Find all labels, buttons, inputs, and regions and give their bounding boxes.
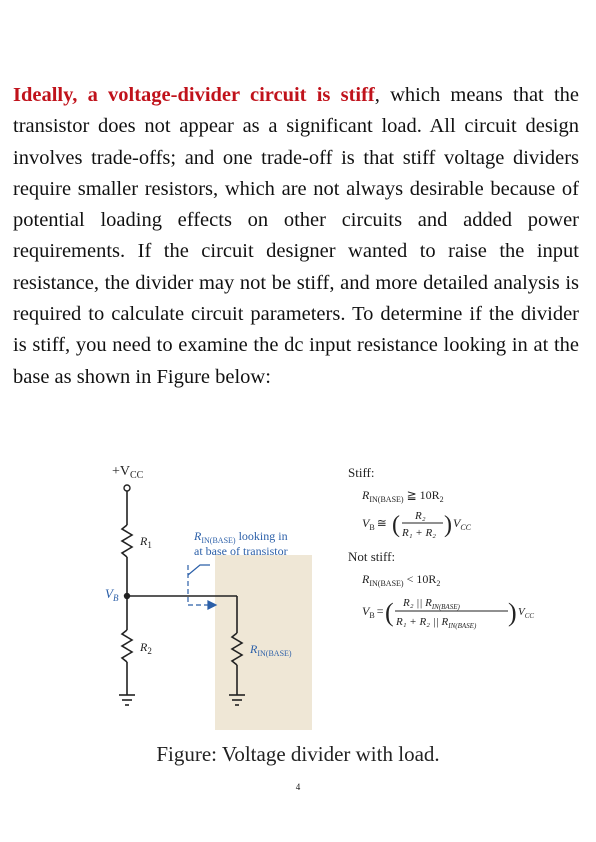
not-stiff-formula: [362, 597, 534, 630]
r1-label: $R_1$: [140, 534, 152, 550]
circuit-diagram: [100, 455, 540, 730]
figure-caption: Figure: Voltage divider with load.: [156, 742, 440, 766]
svg-text:VCC: $V_{CC}$: [453, 516, 472, 532]
svg-text:VB=: $V_B$ =: [362, 604, 384, 620]
svg-text:VB≅: $V_B$ ≅: [362, 516, 387, 532]
voltage-divider-figure: [100, 455, 540, 730]
page-number: 4: [295, 782, 301, 792]
svg-text:): ): [444, 512, 452, 538]
svg-text:VCC: $V_{CC}$: [518, 606, 535, 620]
stiff-formula: [362, 510, 472, 539]
rin-res-label: $R_{IN(BASE)}$: [250, 642, 292, 658]
looking-in-arrow: [188, 565, 216, 609]
vcc-label: $+V_{CC}$: [112, 464, 144, 481]
paragraph-text: , which means that the transistor does not appear as a significant load. All circuit design involves trade-offs; and one trade-off is that stiff voltage dividers require smaller resistors, which are not always desirable because of potential loading effects on other circuits and added power requirements. If the circuit designer wanted to raise the input resistance, the divider may not be stiff, and more detailed analysis is required to calculate circuit parameters. To determine if the divider is stiff, you need to examine the dc input resistance looking in at the base as shown in Figure below:: [13, 84, 579, 388]
not-stiff-heading: Not stiff:: [348, 549, 396, 564]
rin-looking-label-2: at base of transistor: [194, 544, 288, 558]
vb-label: $V_B$: [105, 586, 119, 603]
load-shade: [215, 555, 312, 730]
ground-left-icon: [119, 695, 135, 705]
resistor-r2: [122, 630, 132, 662]
svg-text:): ): [508, 598, 517, 627]
svg-text:R₁ + R₂ || RIN(BASE): R₁ + R₂ || $R_{IN(BASE)}$: [396, 616, 477, 630]
vcc-terminal: [124, 485, 130, 491]
svg-text:R₂: R₂: [415, 510, 426, 522]
rin-looking-label: $R_{IN(BASE)}$ looking in: [194, 529, 288, 545]
svg-text:(: (: [385, 598, 394, 627]
not-stiff-condition: $R_{IN(BASE)} < 10R_2$: [362, 572, 441, 588]
paragraph-lead: Ideally, a voltage-divider circuit is stiff: [13, 84, 375, 106]
svg-text:R₁ + R₂: R₁ + R₂: [402, 527, 437, 539]
stiff-heading: Stiff:: [348, 465, 375, 480]
r2-label: $R_2$: [140, 640, 152, 656]
stiff-condition: $R_{IN(BASE)}$ ≧ $10R_2$: [362, 488, 444, 504]
body-paragraph: [13, 80, 579, 393]
svg-text:R₂ || RIN(BASE): R₂ || $R_{IN(BASE)}$: [403, 597, 460, 611]
resistor-r1: [122, 525, 132, 557]
svg-text:(: (: [392, 512, 400, 538]
